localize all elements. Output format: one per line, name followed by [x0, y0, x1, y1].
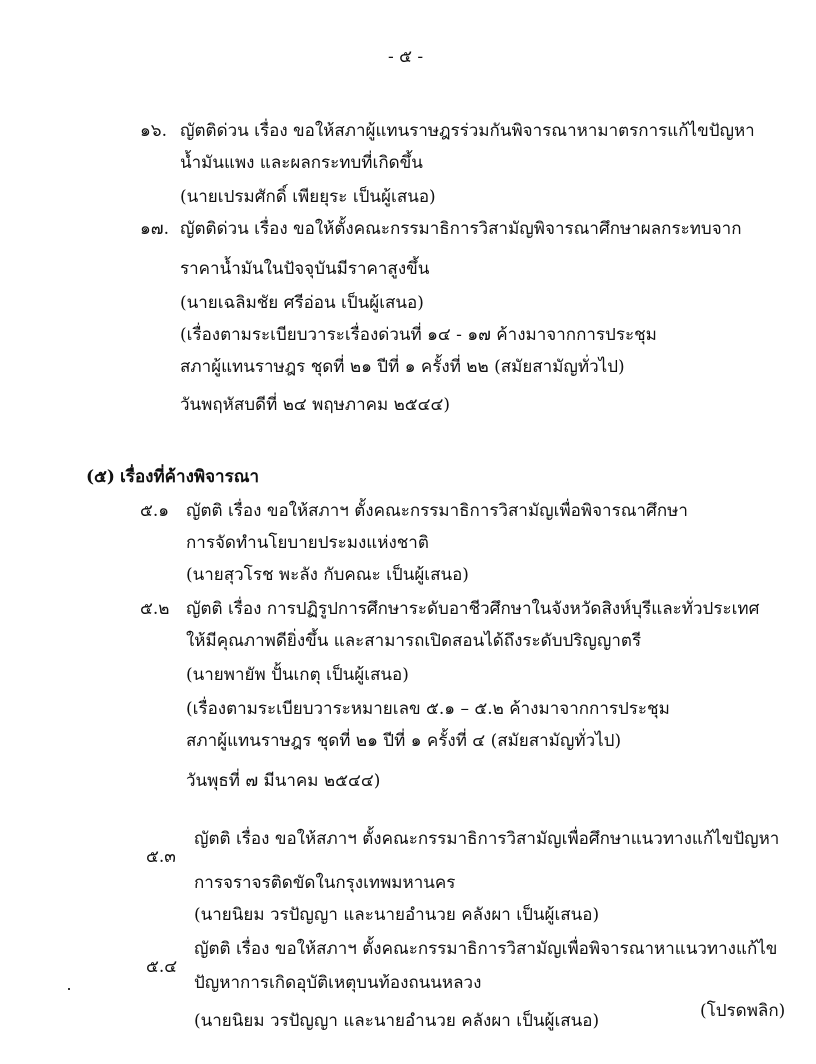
- item-line: น้ำมันแพง และผลกระทบที่เกิดขึ้น: [180, 153, 423, 173]
- subitem-line: ญัตติ เรื่อง ขอให้สภาฯ ตั้งคณะกรรมาธิการวิสามัญเพื่อพิจารณาศึกษา: [186, 501, 688, 521]
- subitem-line: (นายนิยม วรปัญญา และนายอำนวย คลังผา เป็นผู้เสนอ): [194, 905, 600, 925]
- subitem-line: ญัตติ เรื่อง ขอให้สภาฯ ตั้งคณะกรรมาธิการวิสามัญเพื่อพิจารณาหาแนวทางแก้ไข: [194, 939, 778, 959]
- subitem-line: สภาผู้แทนราษฎร ชุดที่ ๒๑ ปีที่ ๑ ครั้งที่ ๔ (สมัยสามัญทั่วไป): [186, 731, 622, 751]
- subitem-line: (เรื่องตามระเบียบวาระหมายเลข ๕.๑ – ๕.๒ ค้างมาจากการประชุม: [186, 699, 670, 719]
- subitem-line: (นายนิยม วรปัญญา และนายอำนวย คลังผา เป็นผู้เสนอ): [194, 1011, 600, 1031]
- section-number: (๕): [86, 467, 115, 487]
- item-line: วันพฤหัสบดีที่ ๒๔ พฤษภาคม ๒๕๔๔): [180, 395, 451, 415]
- item-line: (เรื่องตามระเบียบวาระเรื่องด่วนที่ ๑๔ - ๑๗ ค้างมาจากการประชุม: [180, 325, 657, 345]
- subitem-line: (นายสุวโรช พะลัง กับคณะ เป็นผู้เสนอ): [186, 565, 469, 585]
- subitem-line: ให้มีคุณภาพดียิ่งขึ้น และสามารถเปิดสอนได้ถึงระดับปริญญาตรี: [186, 631, 642, 651]
- item-line: สภาผู้แทนราษฎร ชุดที่ ๒๑ ปีที่ ๑ ครั้งที่ ๒๒ (สมัยสามัญทั่วไป): [180, 357, 625, 377]
- subitem-line: การจราจรติดขัดในกรุงเทพมหานคร: [194, 873, 456, 893]
- scan-speck: [68, 988, 70, 990]
- subitem-line: ปัญหาการเกิดอุบัติเหตุบนท้องถนนหลวง: [194, 973, 482, 993]
- subitem-line: วันพุธที่ ๗ มีนาคม ๒๕๔๔): [186, 771, 381, 791]
- page-number: - ๕ -: [388, 47, 424, 67]
- subitem-line: (นายพายัพ ปั้นเกตุ เป็นผู้เสนอ): [186, 665, 409, 685]
- item-number: ๑๗.: [140, 219, 169, 239]
- item-number: ๑๖.: [140, 121, 167, 141]
- page-turn-note: (โปรดพลิก): [700, 1001, 786, 1021]
- item-line: ญัตติด่วน เรื่อง ขอให้ตั้งคณะกรรมาธิการวิสามัญพิจารณาศึกษาผลกระทบจาก: [180, 219, 742, 239]
- item-line: ญัตติด่วน เรื่อง ขอให้สภาผู้แทนราษฎรร่วมกันพิจารณาหามาตรการแก้ไขปัญหา: [180, 121, 755, 141]
- subitem-line: ญัตติ เรื่อง ขอให้สภาฯ ตั้งคณะกรรมาธิการวิสามัญเพื่อศึกษาแนวทางแก้ไขปัญหา: [194, 829, 780, 849]
- section-title: เรื่องที่ค้างพิจารณา: [120, 467, 260, 487]
- item-line: (นายเฉลิมชัย ศรีอ่อน เป็นผู้เสนอ): [180, 293, 424, 313]
- item-line: (นายเปรมศักดิ์ เพียยุระ เป็นผู้เสนอ): [180, 187, 436, 207]
- subitem-line: ญัตติ เรื่อง การปฏิรูปการศึกษาระดับอาชีวศึกษาในจังหวัดสิงห์บุรีและทั่วประเทศ: [186, 599, 760, 619]
- subitem-number: ๕.๒: [140, 599, 170, 619]
- subitem-number: ๕.๔: [146, 957, 178, 977]
- subitem-line: การจัดทำนโยบายประมงแห่งชาติ: [186, 533, 429, 553]
- subitem-number: ๕.๓: [146, 847, 176, 867]
- subitem-number: ๕.๑: [140, 501, 170, 521]
- item-line: ราคาน้ำมันในปัจจุบันมีราคาสูงขึ้น: [180, 259, 430, 279]
